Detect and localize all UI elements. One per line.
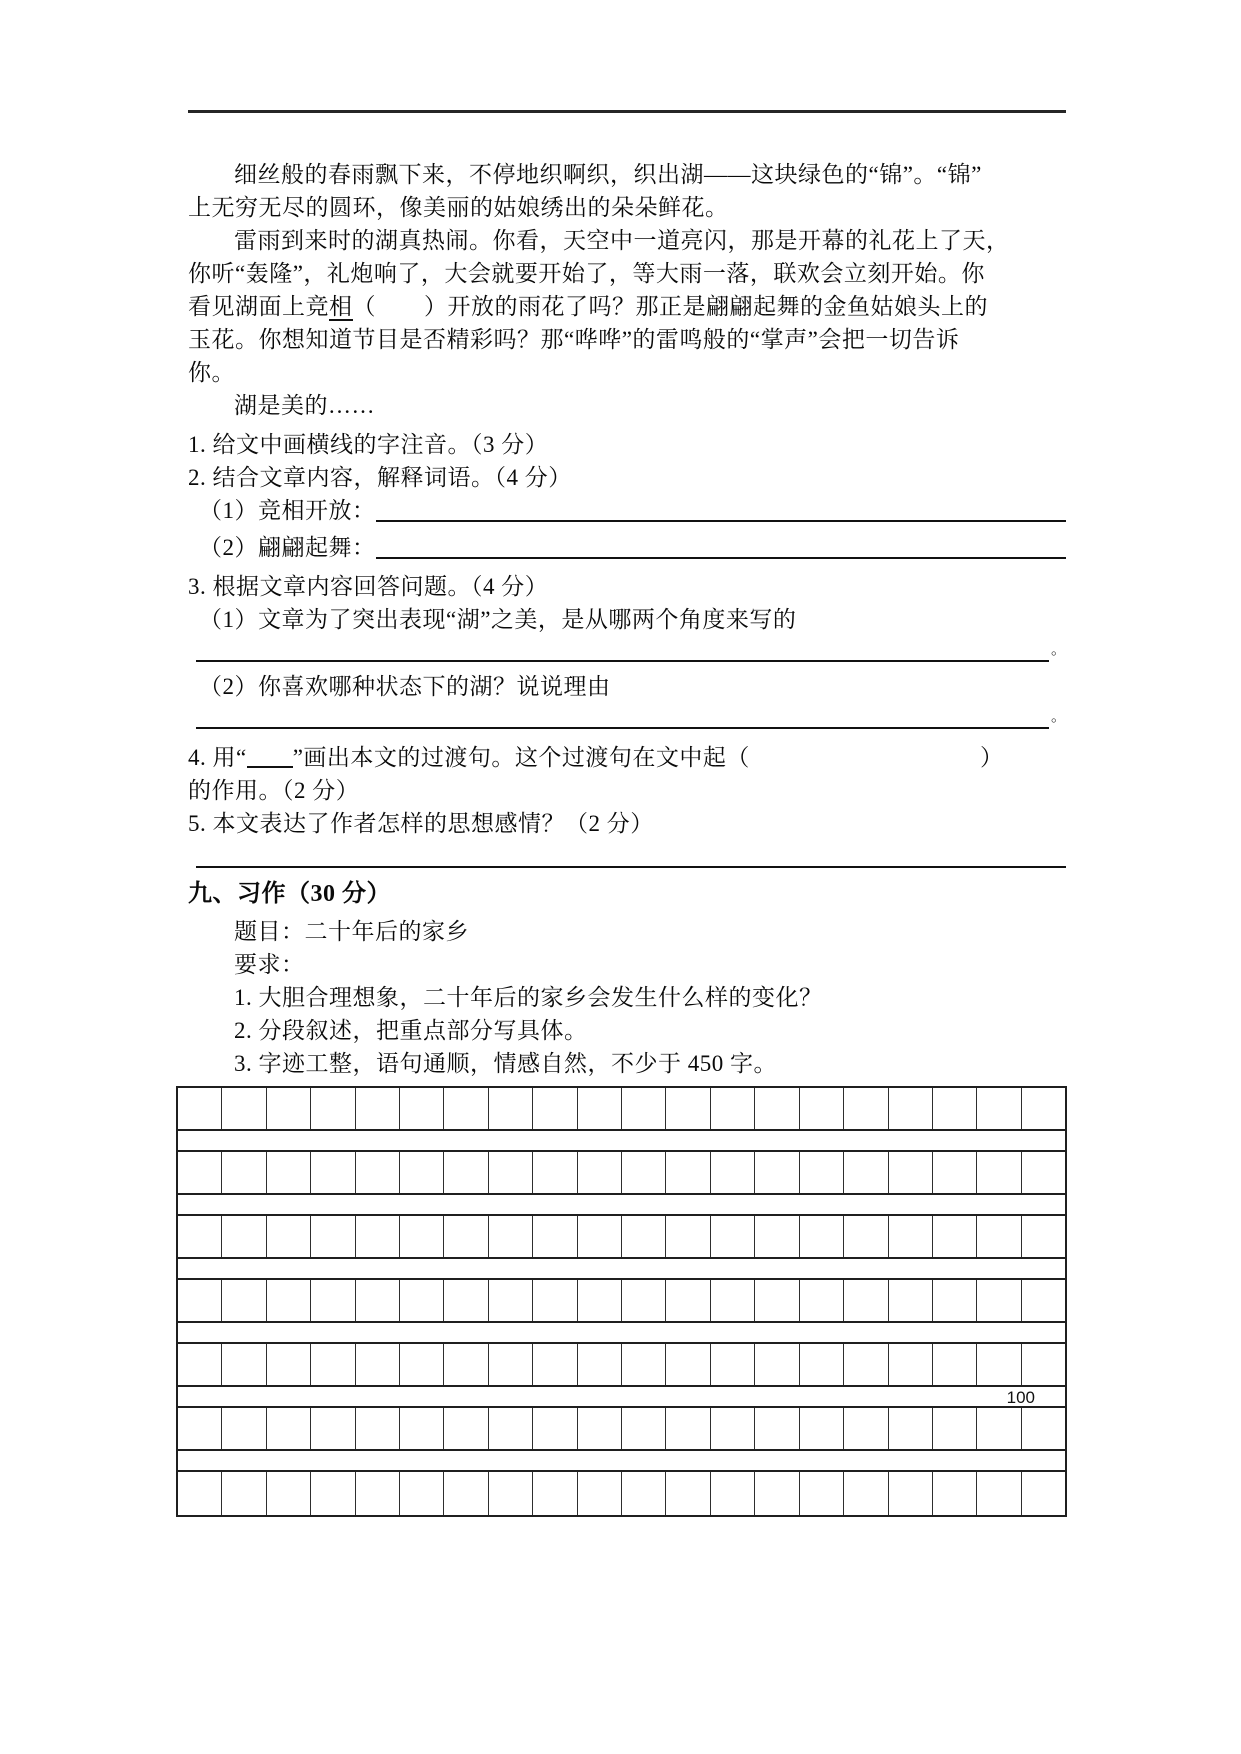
grid-cell <box>399 1408 443 1449</box>
grid-cell <box>932 1216 976 1257</box>
question-2: 2. 结合文章内容，解释词语。（4 分） <box>188 465 572 490</box>
grid-cell <box>443 1472 487 1515</box>
grid-cell <box>710 1344 754 1385</box>
grid-writing-row <box>178 1344 1065 1387</box>
grid-cell <box>621 1472 665 1515</box>
grid-cell <box>488 1216 532 1257</box>
grid-cell <box>843 1280 887 1321</box>
grid-cell <box>932 1280 976 1321</box>
close-paren: ） <box>424 294 448 319</box>
grid-spacing-row <box>178 1323 1065 1344</box>
question-3-item-2-answer-line <box>196 703 1066 729</box>
grid-cell <box>799 1408 843 1449</box>
grid-cell <box>178 1408 221 1449</box>
grid-cell <box>532 1152 576 1193</box>
grid-cell <box>710 1216 754 1257</box>
grid-cell <box>577 1216 621 1257</box>
grid-cell <box>976 1472 1020 1515</box>
grid-cell <box>577 1152 621 1193</box>
grid-cell <box>932 1408 976 1449</box>
question-4-part-3: ） <box>979 745 1004 770</box>
passage-line-4: 你听“轰隆”，礼炮响了，大会就要开始了，等大雨一落，联欢会立刻开始。你 <box>188 261 985 286</box>
grid-cell <box>399 1280 443 1321</box>
grid-writing-row <box>178 1408 1065 1451</box>
fill-in-gap <box>750 741 980 774</box>
top-horizontal-rule <box>188 110 1066 113</box>
grid-cell <box>710 1472 754 1515</box>
passage-line-5 <box>188 290 1066 323</box>
grid-cell <box>932 1152 976 1193</box>
grid-spacing-row <box>178 1451 1065 1472</box>
grid-cell <box>443 1280 487 1321</box>
passage-line-3: 雷雨到来时的湖真热闹。你看，天空中一道亮闪，那是开幕的礼花上了天， <box>234 228 1010 253</box>
grid-cell <box>488 1088 532 1129</box>
grid-cell <box>266 1216 310 1257</box>
grid-cell <box>310 1088 354 1129</box>
passage-line-8: 湖是美的…… <box>234 393 375 418</box>
passage-line-5-suffix: 开放的雨花了吗？那正是翩翩起舞的金鱼姑娘头上的 <box>447 294 988 319</box>
grid-cell <box>488 1472 532 1515</box>
grid-writing-row <box>178 1472 1065 1515</box>
grid-cell <box>399 1472 443 1515</box>
grid-cell <box>888 1088 932 1129</box>
grid-cell <box>221 1472 265 1515</box>
grid-cell <box>665 1152 709 1193</box>
grid-cell <box>532 1088 576 1129</box>
grid-cell <box>621 1280 665 1321</box>
question-4 <box>188 741 1066 774</box>
grid-cell <box>532 1344 576 1385</box>
grid-cell <box>266 1344 310 1385</box>
grid-cell <box>178 1088 221 1129</box>
grid-spacing-row <box>178 1387 1065 1408</box>
grid-cell <box>665 1088 709 1129</box>
grid-cell <box>621 1408 665 1449</box>
grid-cell <box>443 1088 487 1129</box>
grid-cell <box>1021 1088 1065 1129</box>
grid-cell <box>621 1216 665 1257</box>
grid-writing-row <box>178 1088 1065 1131</box>
question-2-item-1-label: （1）竞相开放： <box>199 498 376 523</box>
grid-cell <box>221 1408 265 1449</box>
grid-cell <box>488 1280 532 1321</box>
grid-cell <box>710 1152 754 1193</box>
question-3-item-2: （2）你喜欢哪种状态下的湖？说说理由 <box>199 674 611 699</box>
grid-cell <box>221 1152 265 1193</box>
grid-cell <box>754 1152 798 1193</box>
grid-cell <box>665 1216 709 1257</box>
grid-cell <box>178 1344 221 1385</box>
grid-cell <box>621 1088 665 1129</box>
grid-cell <box>621 1152 665 1193</box>
grid-cell <box>266 1472 310 1515</box>
grid-cell <box>976 1216 1020 1257</box>
grid-writing-row <box>178 1152 1065 1195</box>
grid-cell <box>310 1472 354 1515</box>
grid-cell <box>932 1472 976 1515</box>
underlined-char: 相 <box>329 294 353 319</box>
composition-title: 题目：二十年后的家乡 <box>234 919 469 944</box>
grid-writing-row <box>178 1280 1065 1323</box>
grid-cell <box>932 1344 976 1385</box>
grid-cell <box>443 1152 487 1193</box>
grid-cell <box>532 1280 576 1321</box>
passage-line-1: 细丝般的春雨飘下来，不停地织啊织，织出湖——这块绿色的“锦”。“锦” <box>234 162 982 187</box>
requirement-2: 2. 分段叙述，把重点部分写具体。 <box>234 1018 588 1043</box>
grid-cell <box>355 1216 399 1257</box>
question-5: 5. 本文表达了作者怎样的思想感情？（2 分） <box>188 811 654 836</box>
grid-cell <box>888 1408 932 1449</box>
passage-line-2: 上无穷无尽的圆环，像美丽的姑娘绣出的朵朵鲜花。 <box>188 195 729 220</box>
grid-cell <box>310 1280 354 1321</box>
grid-cell <box>221 1216 265 1257</box>
grid-cell <box>355 1152 399 1193</box>
grid-cell <box>976 1088 1020 1129</box>
grid-cell <box>178 1472 221 1515</box>
grid-cell <box>577 1472 621 1515</box>
answer-blank-line <box>196 660 1049 662</box>
grid-cell <box>399 1088 443 1129</box>
grid-spacing-row <box>178 1259 1065 1280</box>
grid-cell <box>843 1216 887 1257</box>
question-3-item-1-answer-line <box>196 636 1066 662</box>
grid-cell <box>355 1088 399 1129</box>
grid-cell <box>843 1088 887 1129</box>
question-4-part-2: ”画出本文的过渡句。这个过渡句在文中起（ <box>292 745 750 770</box>
grid-cell <box>577 1088 621 1129</box>
grid-cell <box>355 1344 399 1385</box>
grid-cell <box>310 1408 354 1449</box>
inline-blank <box>247 766 293 768</box>
grid-cell <box>178 1216 221 1257</box>
writing-grid <box>176 1086 1067 1517</box>
answer-blank-line <box>196 727 1049 729</box>
grid-cell <box>488 1152 532 1193</box>
line-end-period: 。 <box>1050 642 1066 658</box>
grid-cell <box>532 1216 576 1257</box>
grid-cell <box>532 1408 576 1449</box>
grid-cell <box>1021 1344 1065 1385</box>
grid-cell <box>976 1344 1020 1385</box>
grid-cell <box>843 1152 887 1193</box>
grid-cell <box>399 1152 443 1193</box>
char-count-marker: 100 <box>1006 1388 1035 1407</box>
grid-cell <box>710 1280 754 1321</box>
grid-cell <box>754 1472 798 1515</box>
content-column <box>188 110 1066 1080</box>
grid-cell <box>577 1280 621 1321</box>
grid-cell <box>799 1344 843 1385</box>
grid-cell <box>799 1216 843 1257</box>
grid-cell <box>888 1472 932 1515</box>
grid-cell <box>888 1344 932 1385</box>
question-3: 3. 根据文章内容回答问题。（4 分） <box>188 574 549 599</box>
question-1: 1. 给文中画横线的字注音。（3 分） <box>188 432 549 457</box>
grid-cell <box>932 1088 976 1129</box>
grid-cell <box>1021 1280 1065 1321</box>
grid-cell <box>443 1408 487 1449</box>
grid-cell <box>888 1152 932 1193</box>
grid-cell <box>754 1088 798 1129</box>
passage-line-7: 你。 <box>188 360 235 385</box>
answer-blank-line <box>376 494 1067 522</box>
section-9-heading: 九、习作（30 分） <box>188 881 391 907</box>
passage-line-6: 玉花。你想知道节目是否精彩吗？那“哗哗”的雷鸣般的“掌声”会把一切告诉 <box>188 327 960 352</box>
grid-cell <box>221 1280 265 1321</box>
grid-cell <box>710 1088 754 1129</box>
grid-cell <box>843 1344 887 1385</box>
grid-cell <box>488 1408 532 1449</box>
grid-cell <box>266 1152 310 1193</box>
grid-cell <box>355 1472 399 1515</box>
line-end-period: 。 <box>1050 709 1066 725</box>
passage-line-5-prefix: 看见湖面上竞 <box>188 294 329 319</box>
question-3-item-1: （1）文章为了突出表现“湖”之美，是从哪两个角度来写的 <box>199 607 797 632</box>
grid-cell <box>310 1344 354 1385</box>
requirements-label: 要求： <box>234 952 305 977</box>
grid-cell <box>266 1088 310 1129</box>
grid-cell <box>754 1408 798 1449</box>
grid-cell <box>577 1408 621 1449</box>
grid-cell <box>1021 1216 1065 1257</box>
grid-spacing-row <box>178 1131 1065 1152</box>
question-2-item-2 <box>188 531 1066 564</box>
grid-cell <box>355 1408 399 1449</box>
grid-cell <box>488 1344 532 1385</box>
grid-cell <box>443 1216 487 1257</box>
question-2-item-2-label: （2）翩翩起舞： <box>199 535 376 560</box>
grid-cell <box>754 1280 798 1321</box>
grid-cell <box>178 1152 221 1193</box>
grid-cell <box>399 1216 443 1257</box>
grid-cell <box>621 1344 665 1385</box>
requirement-1: 1. 大胆合理想象，二十年后的家乡会发生什么样的变化？ <box>234 985 823 1010</box>
grid-cell <box>1021 1472 1065 1515</box>
open-paren: （ <box>352 294 376 319</box>
grid-cell <box>266 1280 310 1321</box>
grid-cell <box>532 1472 576 1515</box>
grid-cell <box>843 1408 887 1449</box>
question-4-line-2: 的作用。（2 分） <box>188 778 360 803</box>
answer-blank-line <box>196 866 1066 868</box>
grid-cell <box>799 1152 843 1193</box>
grid-cell <box>310 1216 354 1257</box>
grid-cell <box>355 1280 399 1321</box>
grid-cell <box>799 1280 843 1321</box>
grid-cell <box>665 1280 709 1321</box>
grid-cell <box>221 1344 265 1385</box>
grid-cell <box>754 1344 798 1385</box>
grid-cell <box>399 1344 443 1385</box>
question-2-item-1 <box>188 494 1066 527</box>
grid-cell <box>310 1152 354 1193</box>
answer-blank-line <box>376 531 1067 559</box>
grid-cell <box>754 1216 798 1257</box>
grid-cell <box>888 1280 932 1321</box>
grid-cell <box>443 1344 487 1385</box>
grid-cell <box>710 1408 754 1449</box>
grid-cell <box>976 1280 1020 1321</box>
requirement-3: 3. 字迹工整，语句通顺，情感自然，不少于 450 字。 <box>234 1051 777 1076</box>
question-5-answer-line <box>196 840 1066 868</box>
grid-cell <box>665 1344 709 1385</box>
grid-cell <box>665 1472 709 1515</box>
grid-cell <box>888 1216 932 1257</box>
grid-cell <box>221 1088 265 1129</box>
question-4-part-1: 4. 用“ <box>188 745 247 770</box>
grid-cell <box>178 1280 221 1321</box>
grid-cell <box>976 1408 1020 1449</box>
grid-cell <box>577 1344 621 1385</box>
grid-cell <box>266 1408 310 1449</box>
grid-writing-row <box>178 1216 1065 1259</box>
grid-cell <box>976 1152 1020 1193</box>
grid-spacing-row <box>178 1195 1065 1216</box>
grid-cell <box>799 1088 843 1129</box>
grid-cell <box>799 1472 843 1515</box>
grid-cell <box>1021 1152 1065 1193</box>
grid-cell <box>665 1408 709 1449</box>
grid-cell <box>1021 1408 1065 1449</box>
grid-cell <box>843 1472 887 1515</box>
